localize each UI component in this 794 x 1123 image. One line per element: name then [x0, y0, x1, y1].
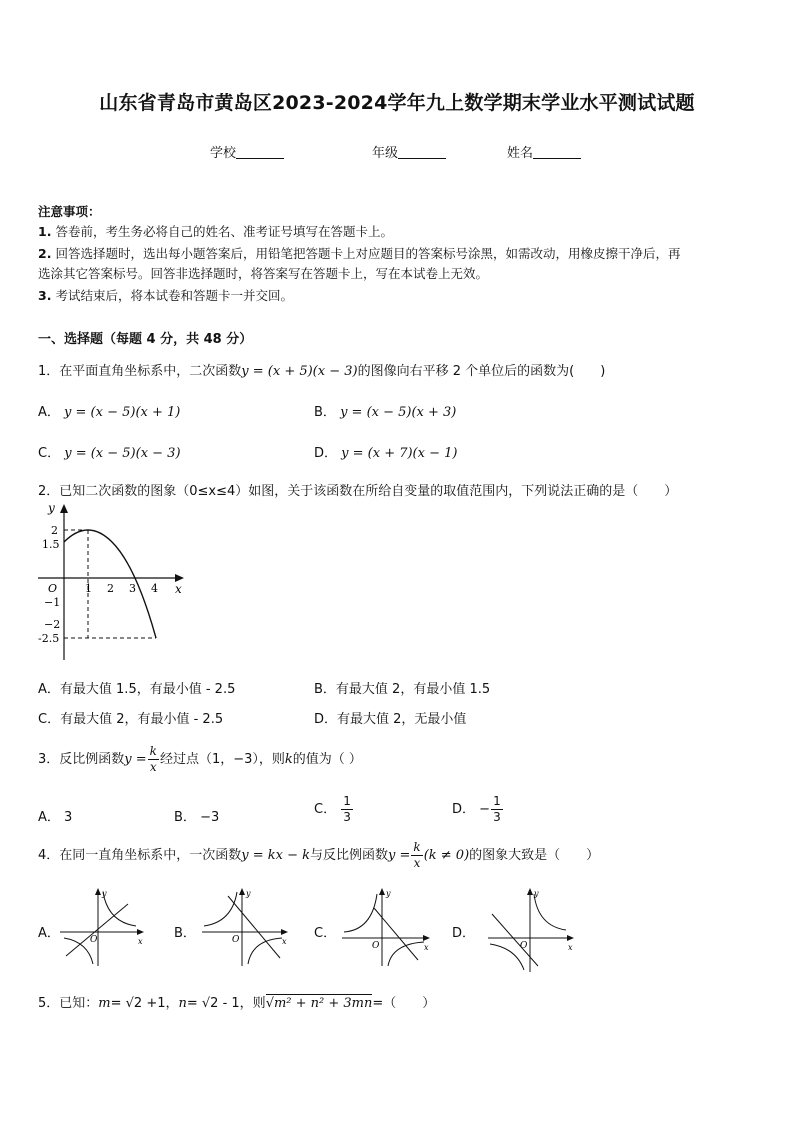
- q2-option-b[interactable]: B．有最大值 2，有最小值 1.5: [314, 682, 491, 697]
- svg-text:O: O: [232, 935, 240, 945]
- q4-option-c-label[interactable]: C．: [314, 926, 337, 941]
- svg-text:y: y: [386, 889, 391, 898]
- school-label: 学校: [210, 146, 237, 161]
- question-2: 2．已知二次函数的图象（0≤x≤4）如图，关于该函数在所给自变量的取值范围内，下列说法正确的是（ ）: [38, 484, 678, 499]
- name-blank[interactable]: [533, 146, 581, 159]
- note-item: 1. 答卷前，考生务必将自己的姓名、准考证号填写在答题卡上。: [38, 224, 393, 239]
- svg-text:y: y: [246, 889, 251, 898]
- y-tick: -2.5: [38, 632, 60, 645]
- question-1: 1．在平面直角坐标系中，二次函数y = (x + 5)(x − 3)的图像向右平移 2 个单位后的函数为( ): [38, 364, 606, 379]
- q3-option-d[interactable]: D． − $\frac{1}{3}$: [452, 794, 501, 824]
- q1-option-b[interactable]: B． y = (x − 5)(x + 3): [314, 405, 457, 420]
- svg-text:x: x: [282, 937, 287, 946]
- q2-option-d[interactable]: D．有最大值 2，无最小值: [314, 712, 467, 727]
- notes-heading: 注意事项：: [38, 204, 101, 219]
- school-field: [210, 142, 284, 161]
- svg-text:x: x: [568, 943, 573, 952]
- section-title: 一、选择题（每题 4 分，共 48 分）: [38, 332, 253, 347]
- q2-option-c[interactable]: C．有最大值 2，有最小值 - 2.5: [38, 712, 224, 727]
- q3-option-a[interactable]: A． 3: [38, 810, 73, 825]
- grade-field: [372, 142, 446, 161]
- note-item: 3. 考试结束后，将本试卷和答题卡一并交回。: [38, 288, 293, 303]
- q1-option-a[interactable]: A． y = (x − 5)(x + 1): [38, 405, 181, 420]
- q3-option-c[interactable]: C． $\frac{1}{3}$: [314, 794, 351, 824]
- y-axis-arrow: [60, 504, 68, 513]
- svg-text:y: y: [534, 889, 539, 898]
- svg-text:O: O: [90, 935, 98, 945]
- sqrt-expression: √m² + n² + 3mn: [265, 996, 373, 1011]
- x-tick: 4: [151, 582, 158, 595]
- y-tick: −1: [44, 596, 61, 609]
- question-5: 5．已知：m= √2 +1，n= √2 - 1，则√m² + n² + 3mn=（ ）: [38, 996, 436, 1011]
- note-item: 2. 回答选择题时，选出每小题答案后，用铅笔把答题卡上对应题目的答案标号涂黑，如需改动，用橡皮擦干净后，再: [38, 246, 681, 261]
- x-tick: 3: [129, 582, 136, 595]
- school-blank[interactable]: [236, 146, 284, 159]
- x-tick: 1: [85, 582, 92, 595]
- page-title: 山东省青岛市黄岛区2023-2024学年九上数学期末学业水平测试试题: [99, 92, 695, 114]
- q4-option-c-graph[interactable]: [338, 886, 434, 968]
- q4-option-a-graph[interactable]: [58, 886, 148, 968]
- note-item: 选涂其它答案标号。回答非选择题时，将答案写在答题卡上，写在本试卷上无效。: [38, 266, 489, 281]
- y-tick: 1.5: [42, 538, 60, 551]
- question-3: 3．反比例函数y = $\frac{k}{x}$ 经过点（1，−3），则k的值为（ ）: [38, 744, 362, 774]
- svg-text:x: x: [138, 937, 143, 946]
- q2-graph: [34, 500, 194, 668]
- origin-label: O: [48, 582, 58, 595]
- q1-option-c[interactable]: C． y = (x − 5)(x − 3): [38, 446, 181, 461]
- x-axis-arrow: [175, 574, 184, 582]
- q4-option-b-label[interactable]: B．: [174, 926, 196, 941]
- svg-text:y: y: [102, 889, 107, 898]
- q4-option-a-label[interactable]: A．: [38, 926, 60, 941]
- q3-option-b[interactable]: B． −3: [174, 810, 220, 825]
- q2-option-a[interactable]: A．有最大值 1.5，有最小值 - 2.5: [38, 682, 236, 697]
- y-tick: −2: [44, 618, 61, 631]
- svg-text:O: O: [372, 941, 380, 951]
- name-field: [507, 142, 581, 161]
- question-4: 4．在同一直角坐标系中，一次函数y = kx − k与反比例函数y = $\frac{k}{x}$ (k ≠ 0)的图象大致是（ ）: [38, 840, 600, 870]
- svg-text:x: x: [424, 943, 429, 952]
- q1-option-d[interactable]: D． y = (x + 7)(x − 1): [314, 446, 458, 461]
- q4-option-d-graph[interactable]: [486, 886, 578, 974]
- grade-blank[interactable]: [398, 146, 446, 159]
- x-axis-label: x: [175, 582, 182, 596]
- x-tick: 2: [107, 582, 114, 595]
- q4-option-d-label[interactable]: D．: [452, 926, 476, 941]
- q4-option-b-graph[interactable]: [198, 886, 292, 968]
- y-axis-label: y: [48, 501, 55, 515]
- svg-text:O: O: [520, 941, 528, 951]
- grade-label: 年级: [372, 146, 399, 161]
- y-tick: 2: [51, 524, 58, 537]
- name-label: 姓名: [507, 146, 534, 161]
